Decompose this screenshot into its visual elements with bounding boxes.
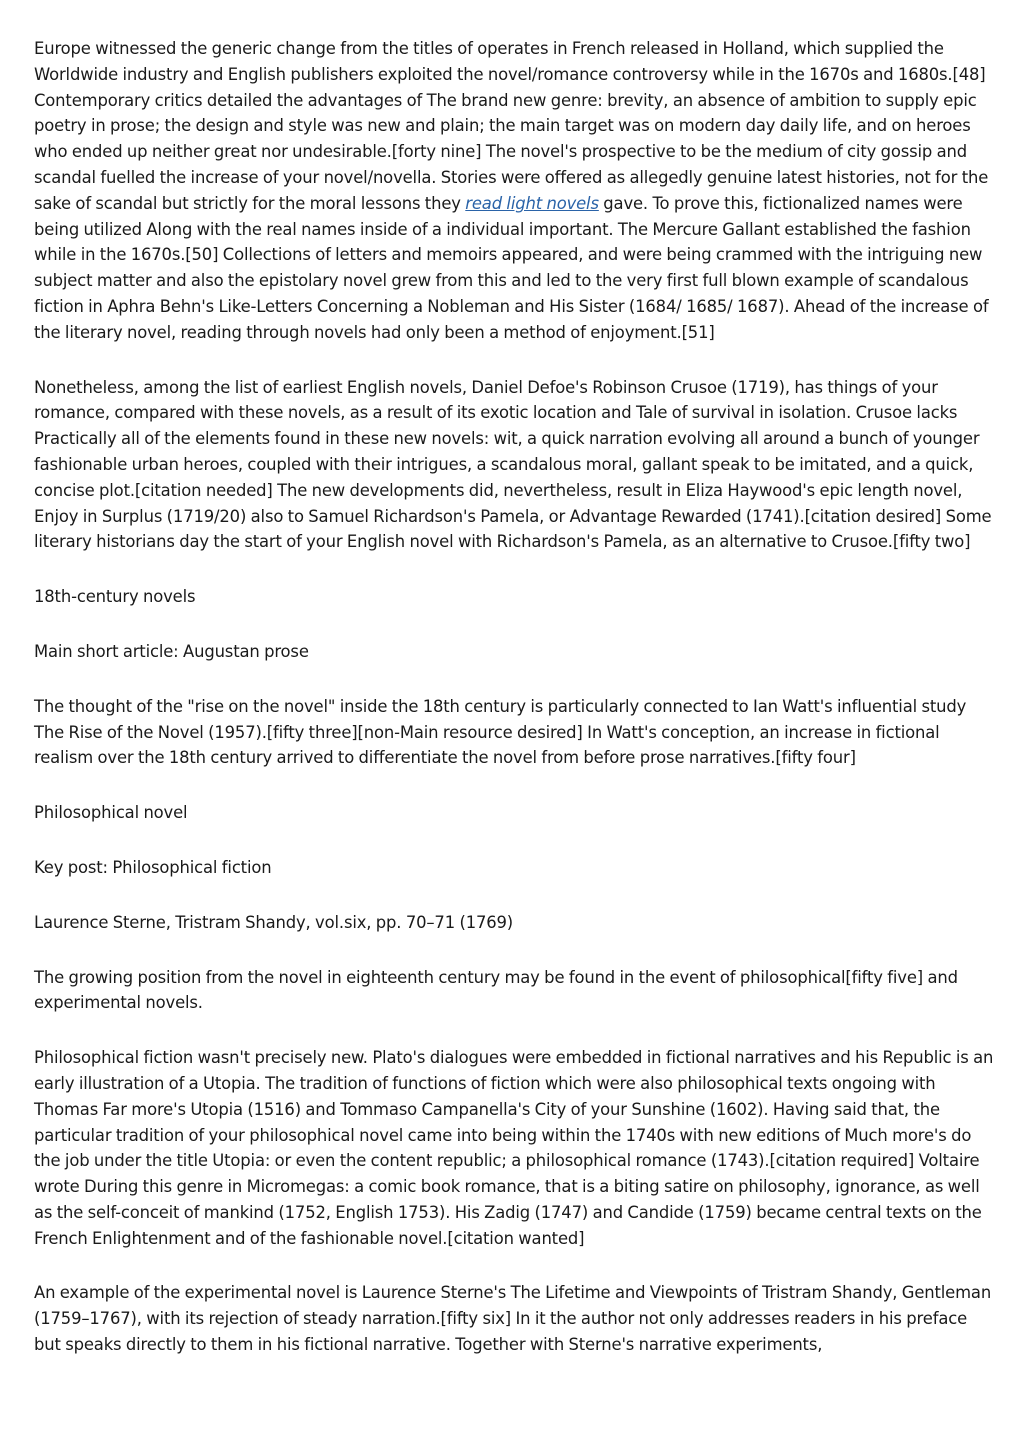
paragraph-growing-position: The growing position from the novel in eighteenth century may be found in the event of philosophical[fifty five] and experimental novels. bbox=[34, 967, 958, 1013]
paragraph-2: Nonetheless, among the list of earliest English novels, Daniel Defoe's Robinson Crusoe (1719), has things of your romance, compared with these novels, as a result of its exotic location and Tale of survival in isolation. Crusoe lacks Practically all of the elements found in these new novels: wit, a quick narration evolving all around a bunch of younger fashionable urban heroes, coupled with their intrigues, a scandalous moral, gallant speak to be imitated, and a quick, concise plot.[citation needed] The new developments did, nevertheless, result in Eliza Haywood's epic length novel, Enjoy in Surplus (1719/20) also to Samuel Richardson's Pamela, or Advantage Rewarded (1741).[citation desired] Some literary historians day the start of your English novel with Richardson's Pamela, as an alternative to Crusoe.[fifty two] bbox=[34, 377, 992, 552]
article-body bbox=[34, 36, 994, 1387]
paragraph-philosophical-fiction: Philosophical fiction wasn't precisely new. Plato's dialogues were embedded in fictional narratives and his Republic is an early illustration of a Utopia. The tradition of functions of fiction which were also philosophical texts ongoing with Thomas Far more's Utopia (1516) and Tommaso Campanella's City of your Sunshine (1602). Having said that, the particular tradition of your philosophical novel came into being within the 1740s with new editions of Much more's do the job under the title Utopia: or even the content republic; a philosophical romance (1743).[citation required] Voltaire wrote During this genre in Micromegas: a comic book romance, that is a biting satire on philosophy, ignorance, as well as the self-conceit of mankind (1752, English 1753). His Zadig (1747) and Candide (1759) became central texts on the French Enlightenment and of the fashionable novel.[citation wanted] bbox=[34, 1048, 994, 1248]
paragraph-rise-of-novel: The thought of the "rise on the novel" inside the 18th century is particularly connected to Ian Watt's influential study The Rise of the Novel (1957).[fifty three][non-Main resource desired] In Watt's conception, an increase in fictional realism over the 18th century arrived to differentiate the novel from before prose narratives.[fifty four] bbox=[34, 696, 967, 768]
main-article-note: Main short article: Augustan prose bbox=[34, 641, 309, 661]
paragraph-1-text-before: Europe witnessed the generic change from the titles of operates in French released in Holland, which supplied the Worldwide industry and English publishers exploited the novel/romance controversy while in the 1670s and 1680s.[48] Contemporary critics detailed the advantages of The brand new genre: brevity, an absence of ambition to supply epic poetry in prose; the design and style was new and plain; the main target was on modern day daily life, and on heroes who ended up neither great nor undesirable.[forty nine] The novel's prospective to be the medium of city gossip and scandal fuelled the increase of your novel/novella. Stories were offered as allegedly genuine latest histories, not for the sake of scandal but strictly for the moral lessons they bbox=[34, 39, 989, 213]
paragraph-1 bbox=[34, 36, 994, 346]
read-light-novels-link[interactable]: read light novels bbox=[465, 193, 599, 213]
section-heading-philosophical-novel: Philosophical novel bbox=[34, 803, 188, 823]
image-caption-tristram-shandy: Laurence Sterne, Tristram Shandy, vol.six, pp. 70–71 (1769) bbox=[34, 912, 514, 932]
paragraph-experimental-novel: An example of the experimental novel is Laurence Sterne's The Lifetime and Viewpoints of Tristram Shandy, Gentleman (1759–1767), with its rejection of steady narration.[fifty six] In it the author not only addresses readers in his preface but speaks directly to them in his fictional narrative. Together with Sterne's narrative experiments, bbox=[34, 1283, 992, 1355]
key-post-note: Key post: Philosophical fiction bbox=[34, 857, 272, 877]
section-heading-18th-century: 18th-century novels bbox=[34, 587, 196, 607]
paragraph-1-text-after: gave. To prove this, fictionalized names were being utilized Along with the real names inside of a individual important. The Mercure Gallant established the fashion while in the 1670s.[50] Collections of letters and memoirs appeared, and were being crammed with the intriguing new subject matter and also the epistolary novel grew from this and led to the very first full blown example of scandalous fiction in Aphra Behn's Like-Letters Concerning a Nobleman and His Sister (1684/ 1685/ 1687). Ahead of the increase of the literary novel, reading through novels had only been a method of enjoyment.[51] bbox=[34, 193, 989, 342]
